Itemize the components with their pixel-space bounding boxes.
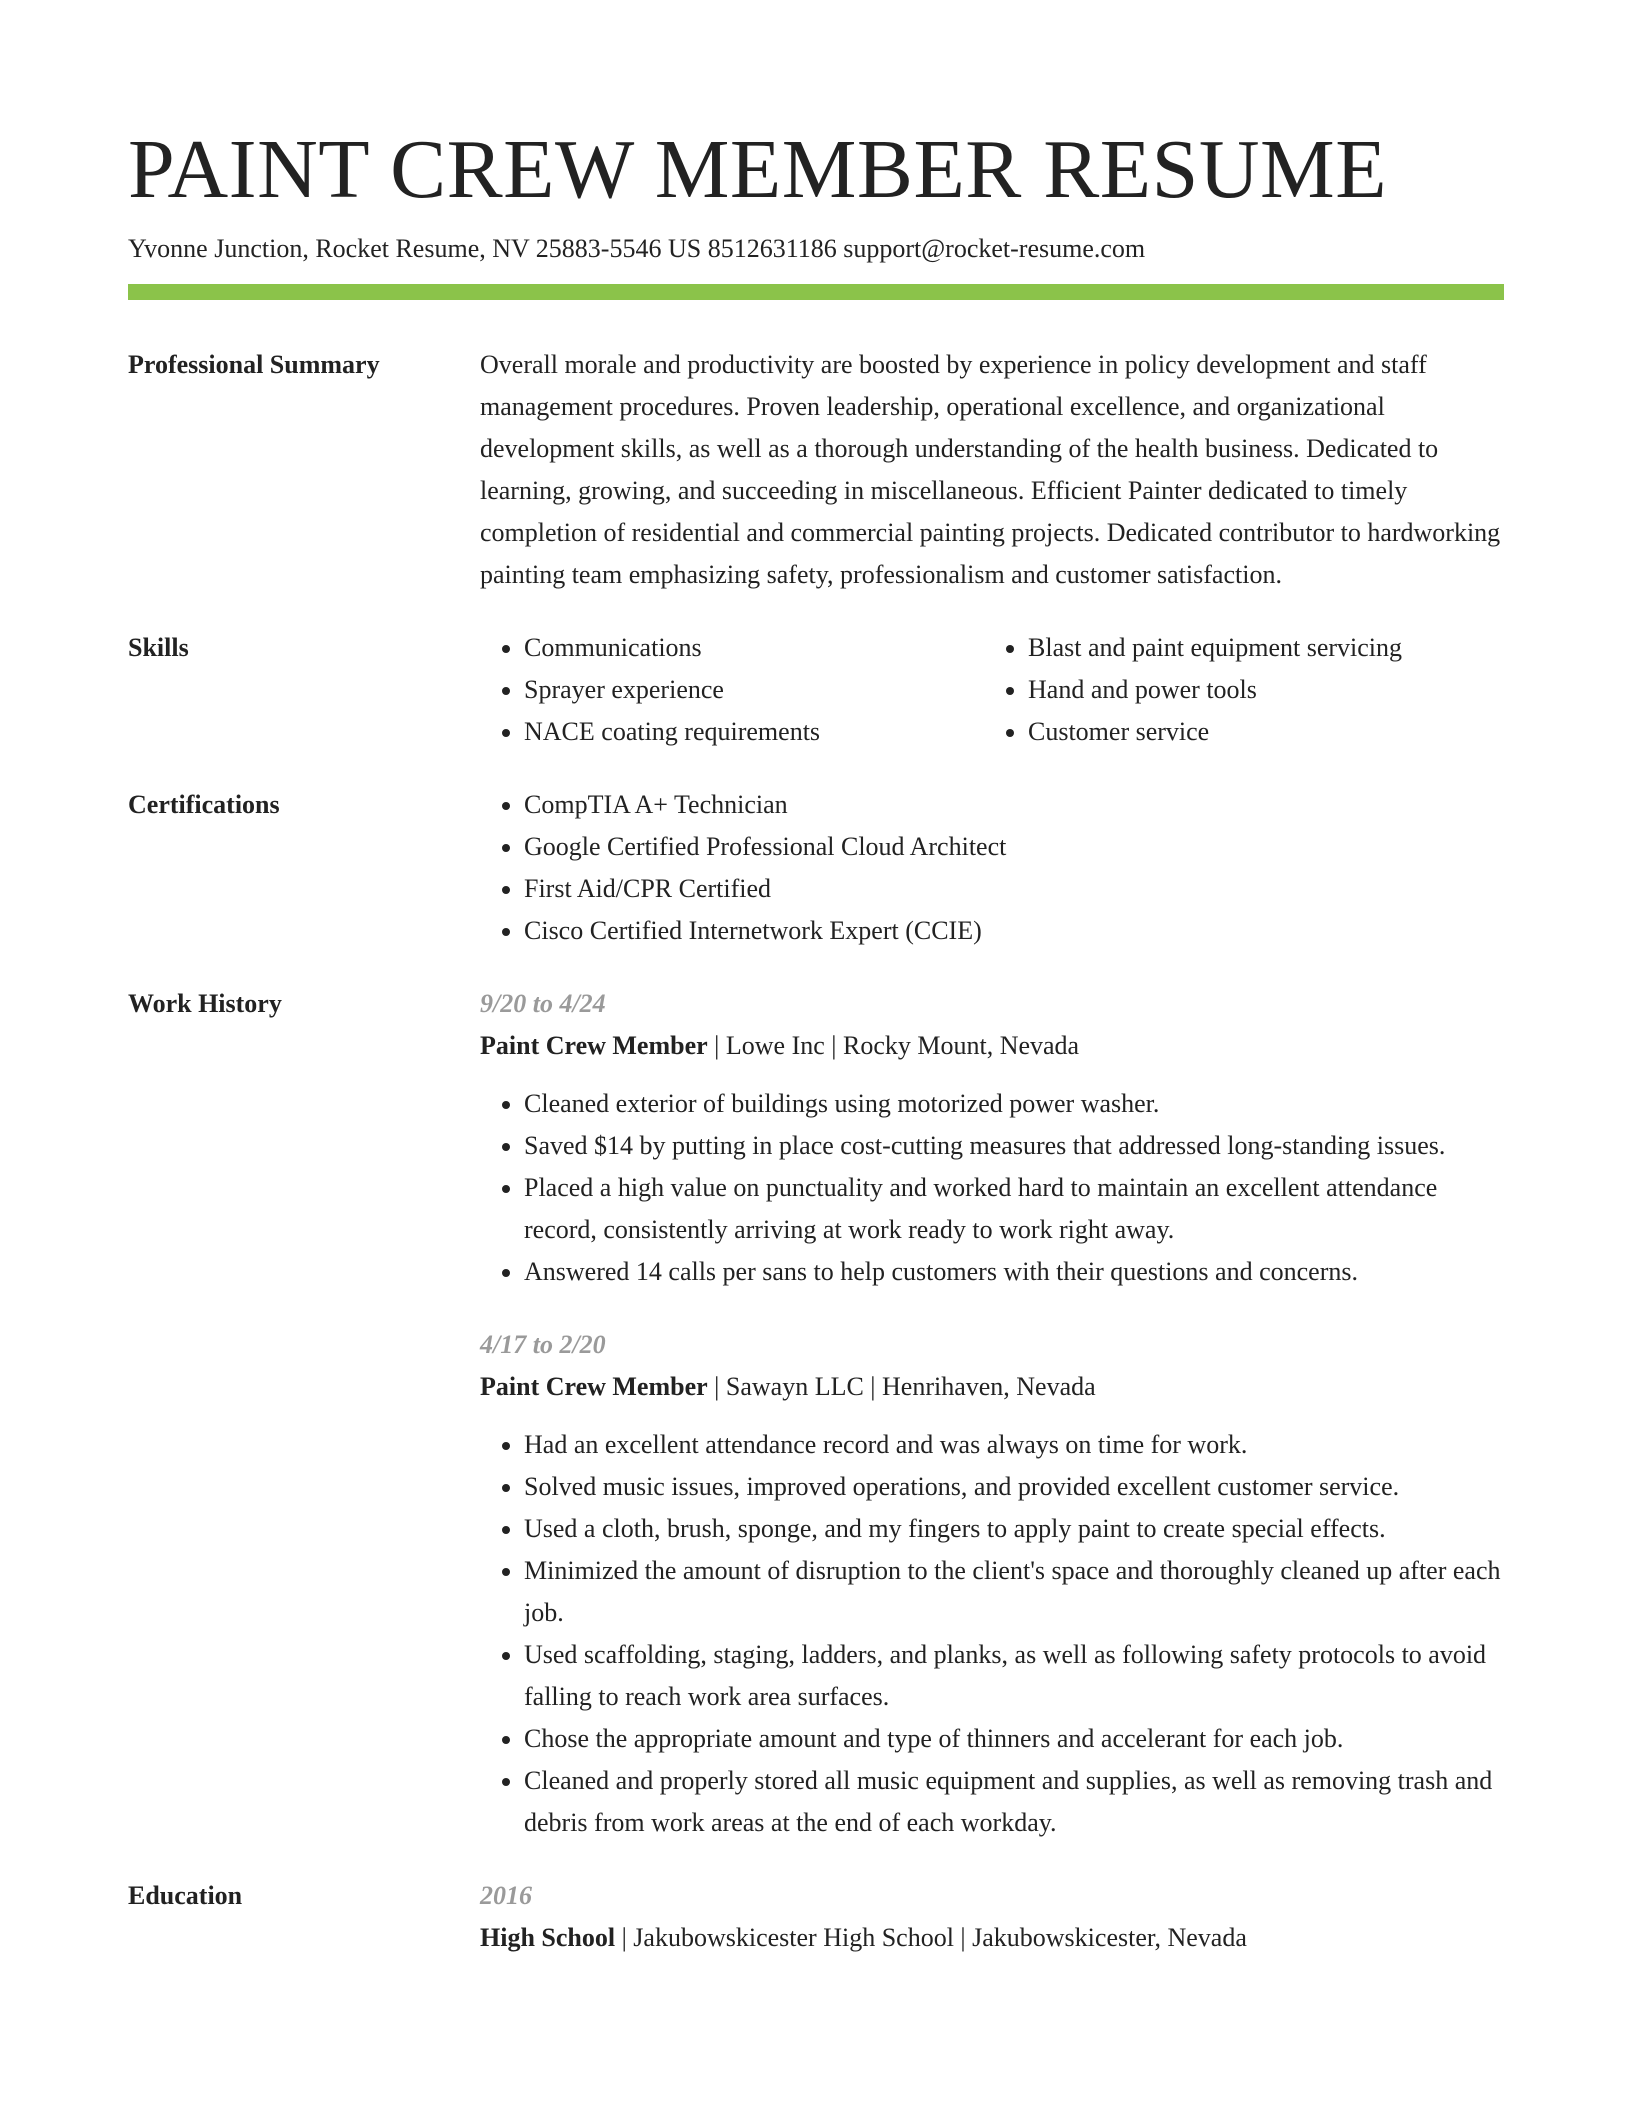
work-history-label: Work History [128, 989, 282, 1018]
work-history-section [128, 983, 1504, 1844]
skill-item: • Communications [524, 627, 984, 669]
job-entry [480, 1324, 1504, 1844]
skill-item: • Customer service [1028, 711, 1488, 753]
skills-column-left [480, 627, 984, 753]
job-heading [480, 1366, 1504, 1408]
resume-title: PAINT CREW MEMBER RESUME [128, 123, 1387, 216]
summary-label: Professional Summary [128, 350, 380, 379]
education-details: | Jakubowskicester High School | Jakubowskicester, Nevada [615, 1923, 1247, 1952]
skill-item: • Blast and paint equipment servicing [1028, 627, 1488, 669]
contact-line: Yvonne Junction, Rocket Resume, NV 25883-5546 US 8512631186 support@rocket-resume.com [128, 234, 1146, 263]
education-degree: High School [480, 1923, 616, 1952]
summary-body [480, 344, 1504, 596]
job-heading [480, 1025, 1504, 1067]
skill-item: • Hand and power tools [1028, 669, 1488, 711]
skill-item: • Sprayer experience [524, 669, 984, 711]
skills-label: Skills [128, 633, 189, 662]
skills-section [128, 627, 1504, 753]
job-dates: 9/20 to 4/24 [480, 989, 606, 1018]
job-bullet: • Saved $14 by putting in place cost-cutting measures that addressed long-standing issues. [524, 1125, 1504, 1167]
resume-page [128, 0, 1504, 1959]
job-bullet: • Placed a high value on punctuality and worked hard to maintain an excellent attendance record, consistently arriving at work ready to work right away. [524, 1167, 1504, 1251]
education-heading [480, 1917, 1504, 1959]
job-title: Paint Crew Member [480, 1372, 708, 1401]
header-divider [128, 284, 1504, 300]
certifications-section [128, 784, 1504, 952]
job-bullet: • Used a cloth, brush, sponge, and my fingers to apply paint to create special effects. [524, 1508, 1504, 1550]
education-date: 2016 [480, 1881, 532, 1910]
certifications-label: Certifications [128, 790, 280, 819]
certification-item: • First Aid/CPR Certified [524, 868, 1504, 910]
job-title: Paint Crew Member [480, 1031, 708, 1060]
skills-grid [480, 627, 1504, 753]
job-entry [480, 983, 1504, 1293]
skills-body [480, 627, 1504, 753]
certification-item: • CompTIA A+ Technician [524, 784, 1504, 826]
skill-item: • NACE coating requirements [524, 711, 984, 753]
job-bullet: • Had an excellent attendance record and was always on time for work. [524, 1424, 1504, 1466]
job-bullet-list [480, 1083, 1504, 1293]
certification-item: • Cisco Certified Internetwork Expert (CCIE) [524, 910, 1504, 952]
education-label: Education [128, 1881, 243, 1910]
education-section [128, 1875, 1504, 1959]
job-bullet: • Chose the appropriate amount and type of thinners and accelerant for each job. [524, 1718, 1504, 1760]
job-details: | Sawayn LLC | Henrihaven, Nevada [707, 1372, 1096, 1401]
certification-item: • Google Certified Professional Cloud Architect [524, 826, 1504, 868]
job-dates: 4/17 to 2/20 [480, 1330, 606, 1359]
job-bullet: • Cleaned and properly stored all music equipment and supplies, as well as removing trash and debris from work areas at the end of each workday. [524, 1760, 1504, 1844]
job-bullet-list [480, 1424, 1504, 1844]
certifications-body [480, 784, 1504, 952]
summary-section [128, 344, 1504, 596]
job-bullet: • Answered 14 calls per sans to help customers with their questions and concerns. [524, 1251, 1504, 1293]
summary-text: Overall morale and productivity are boosted by experience in policy development and staff management procedures. Proven leadership, operational excellence, and organizational development skills, as well as a thorough understanding of the health business. Dedicated to learning, growing, and succeeding in miscellaneous. Efficient Painter dedicated to timely completion of residential and commercial painting projects. Dedicated contributor to hardworking painting team emphasizing safety, professionalism and customer satisfaction. [480, 350, 1501, 589]
work-history-body [480, 983, 1504, 1844]
job-bullet: • Used scaffolding, staging, ladders, and planks, as well as following safety protocols to avoid falling to reach work area surfaces. [524, 1634, 1504, 1718]
job-bullet: • Minimized the amount of disruption to the client's space and thoroughly cleaned up after each job. [524, 1550, 1504, 1634]
job-bullet: • Solved music issues, improved operations, and provided excellent customer service. [524, 1466, 1504, 1508]
job-bullet: • Cleaned exterior of buildings using motorized power washer. [524, 1083, 1504, 1125]
job-details: | Lowe Inc | Rocky Mount, Nevada [707, 1031, 1080, 1060]
education-body [480, 1875, 1504, 1959]
skills-column-right [984, 627, 1488, 753]
